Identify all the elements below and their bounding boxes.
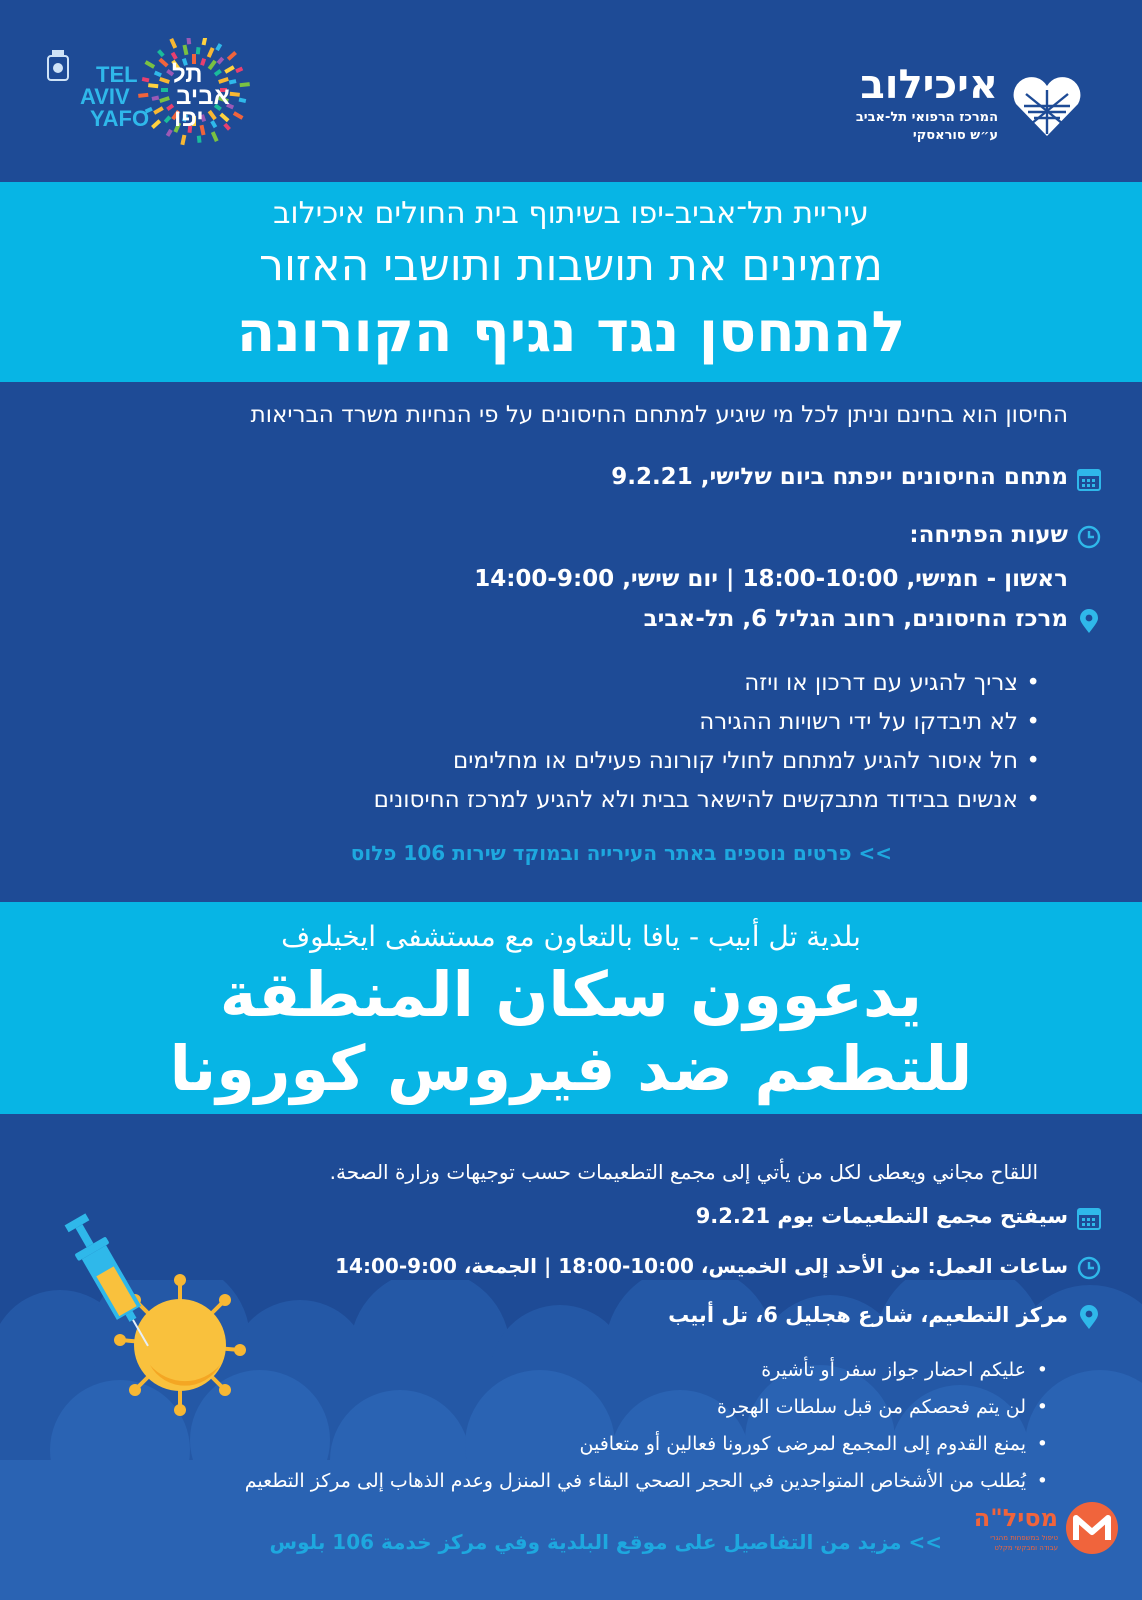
- burst-stroke: [165, 117, 170, 122]
- burst-stroke: [213, 132, 217, 141]
- location-pin-icon: [1076, 608, 1102, 634]
- burst-stroke: [225, 124, 230, 129]
- list-item: • אנשים בבידוד מתבקשים להישאר בבית ולא להגיע למרכז החיסונים: [374, 781, 1040, 820]
- masila-m-icon: [1064, 1500, 1120, 1556]
- list-item: • عليكم احضار جواز سفر أو تأشيرة: [245, 1352, 1048, 1389]
- burst-stroke: [167, 105, 173, 109]
- ichilov-subtitle-2: ע״ש סוראסקי: [912, 128, 998, 143]
- arabic-band-line-2: يدعوون سكان المنطقة: [219, 958, 923, 1031]
- burst-stroke: [160, 79, 170, 82]
- logo-yafo-he: יפו: [174, 105, 204, 132]
- logo-tel-he: תל: [172, 61, 203, 88]
- hebrew-location: מרכז החיסונים, רחוב הגליל 6, תל-אביב: [643, 606, 1068, 632]
- burst-stroke: [160, 98, 170, 101]
- arabic-headline-band: [0, 902, 1142, 1114]
- hebrew-band-line-2: מזמינים את תושבות ותושבי האזור: [259, 240, 883, 291]
- logo-aviv-he: אביב: [176, 83, 230, 110]
- arabic-intro: اللقاح مجاني ويعطى لكل من يأتي إلى مجمع التطعيمات حسب توجيهات وزارة الصحة.: [329, 1160, 1038, 1184]
- hebrew-opening-date: מתחם החיסונים ייפתח ביום שלישי, 9.2.21: [611, 464, 1068, 490]
- arabic-location: مركز التطعيم، شارع هجليل 6، تل أبيب: [668, 1303, 1068, 1327]
- burst-stroke: [229, 81, 236, 82]
- ichilov-heart-icon: [1012, 76, 1082, 138]
- burst-stroke: [168, 130, 172, 136]
- burst-stroke: [198, 47, 199, 54]
- burst-stroke: [182, 135, 184, 145]
- masila-tagline-2: עבודה ומבקשי מקלט: [994, 1544, 1058, 1552]
- arabic-opening-date: سيفتح مجمع التطعيمات يوم 9.2.21: [695, 1204, 1068, 1228]
- burst-stroke: [230, 94, 240, 95]
- burst-stroke: [154, 108, 163, 113]
- burst-stroke: [155, 73, 161, 76]
- city-emblem-icon: [48, 50, 68, 80]
- hebrew-hours-title: שעות הפתיחה:: [909, 522, 1068, 548]
- clock-icon: [1076, 1255, 1102, 1281]
- burst-stroke: [159, 51, 164, 56]
- list-item: • يُطلب من الأشخاص المتواجدين في الحجر الصحي البقاء في المنزل وعدم الذهاب إلى مركز التطعيم: [245, 1463, 1048, 1500]
- calendar-icon: [1076, 466, 1102, 492]
- burst-stroke: [171, 39, 175, 48]
- ichilov-subtitle: המרכז הרפואי תל-אביב: [855, 110, 998, 125]
- tel-aviv-yafo-logo: [44, 38, 274, 158]
- hebrew-band-headline: להתחסן נגד נגיף הקורונה: [236, 300, 906, 365]
- burst-stroke: [234, 113, 243, 118]
- burst-stroke: [160, 59, 167, 66]
- hebrew-bullet-list: [374, 664, 1040, 820]
- arabic-more-info-link[interactable]: >> مزيد من التفاصيل على موقع البلدية وفي مركز خدمة 106 بلوس: [269, 1530, 942, 1554]
- location-pin-icon: [1076, 1304, 1102, 1330]
- list-item: • חל איסור להגיע למתחם לחולי קורונה פעילים או מחלימים: [374, 742, 1040, 781]
- masila-logo: [970, 1500, 1120, 1570]
- burst-stroke: [152, 121, 159, 128]
- burst-stroke: [184, 45, 186, 55]
- hebrew-hours: ראשון - חמישי, 18:00-10:00 | יום שישי, 14:00-9:00: [474, 566, 1068, 592]
- burst-stroke: [215, 71, 221, 75]
- hebrew-band-line-1: עיריית תל־אביב-יפו בשיתוף בית החולים איכילוב: [273, 196, 869, 231]
- burst-stroke: [199, 136, 200, 143]
- arabic-bullet-list: [245, 1352, 1048, 1500]
- arabic-band-line-1: بلدية تل أبيب - يافا بالتعاون مع مستشفى ايخيلوف: [281, 920, 861, 953]
- burst-stroke: [219, 79, 229, 82]
- burst-stroke: [212, 121, 216, 127]
- ichilov-logo: [842, 62, 1082, 148]
- hebrew-headline-band: [0, 182, 1142, 382]
- arabic-hours: ساعات العمل: من الأحد إلى الخميس، 10:00-18:00 | الجمعة، 9:00-14:00: [335, 1254, 1068, 1278]
- burst-stroke: [236, 68, 242, 71]
- list-item: • لن يتم فحصكم من قبل سلطات الهجرة: [245, 1389, 1048, 1426]
- ichilov-name: איכילוב: [860, 62, 998, 108]
- logo-tel-en: TEL: [96, 62, 138, 87]
- burst-stroke: [204, 38, 206, 45]
- burst-stroke: [146, 62, 155, 67]
- burst-stroke: [209, 61, 215, 69]
- clock-icon: [1076, 524, 1102, 550]
- list-item: • לא תיבדקו על ידי רשויות ההגירה: [374, 703, 1040, 742]
- burst-stroke: [217, 44, 221, 50]
- hebrew-intro: החיסון הוא בחינם וניתן לכל מי שיגיע למתחם החיסונים על פי הנחיות משרד הבריאות: [250, 402, 1068, 428]
- logo-yafo-en: YAFO: [90, 106, 150, 131]
- burst-stroke: [225, 67, 234, 72]
- burst-stroke: [148, 85, 158, 86]
- burst-stroke: [188, 38, 189, 44]
- burst-stroke: [209, 48, 213, 57]
- hebrew-more-info-link[interactable]: >> פרטים נוספים באתר העירייה ובמוקד שירות 106 פלוס: [350, 841, 892, 865]
- list-item: • يمنع القدوم إلى المجمع لمرضى كورونا فعالين أو متعافين: [245, 1426, 1048, 1463]
- burst-stroke: [209, 111, 215, 119]
- burst-stroke: [228, 53, 235, 60]
- burst-stroke: [239, 100, 246, 101]
- burst-stroke: [142, 79, 149, 80]
- burst-stroke: [218, 58, 223, 63]
- masila-name: מסיל"ה: [973, 1504, 1058, 1532]
- masila-tagline-1: טיפול במשפחות מהגרי: [990, 1534, 1058, 1542]
- burst-stroke: [221, 114, 228, 121]
- calendar-icon: [1076, 1205, 1102, 1231]
- list-item: • צריך להגיע עם דרכון או ויזה: [374, 664, 1040, 703]
- arabic-band-headline: للتطعم ضد فيروس كورونا: [169, 1032, 973, 1105]
- logo-aviv-en: AVIV: [80, 84, 130, 109]
- burst-stroke: [152, 97, 159, 98]
- burst-stroke: [240, 84, 250, 85]
- burst-stroke: [138, 95, 148, 96]
- burst-stroke: [173, 53, 177, 59]
